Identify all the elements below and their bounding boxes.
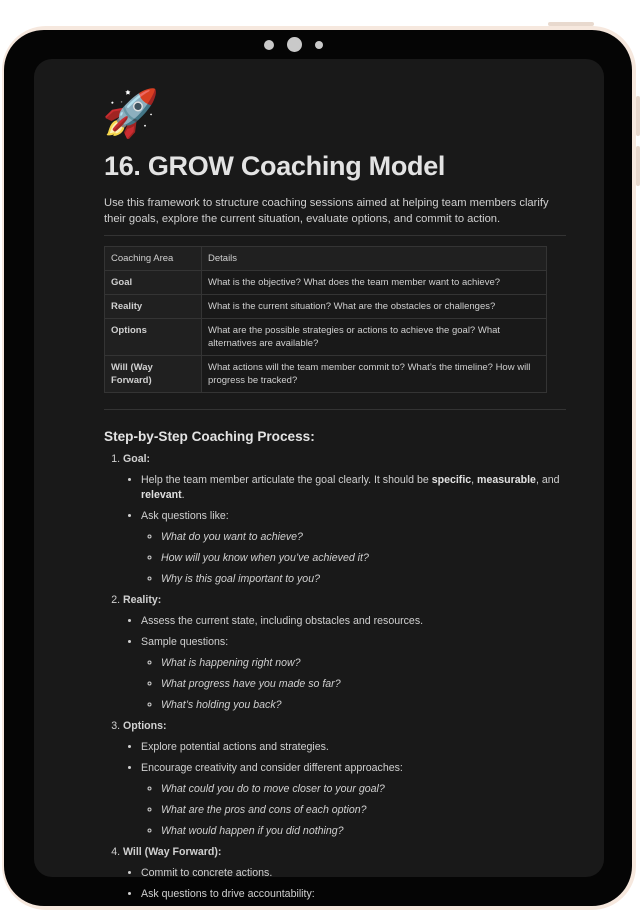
page-title: 16. GROW Coaching Model: [104, 151, 446, 181]
volume-button: [636, 96, 640, 136]
top-button: [548, 22, 594, 26]
question-item: ◦ What are the pros and cons of each option?: [161, 803, 566, 818]
text: Encourage creativity and consider different approaches:: [141, 762, 403, 774]
text: Help the team member articulate the goal clearly. It should be: [141, 474, 432, 486]
table-cell-area: Options: [105, 319, 202, 356]
bold-text: measurable: [477, 474, 536, 486]
page-content: [104, 85, 566, 908]
divider: [104, 235, 566, 236]
list-item: • Ask questions to drive accountability:: [141, 887, 566, 902]
question-list: [141, 530, 566, 587]
step-will: [123, 845, 566, 902]
list-item: [141, 635, 566, 713]
question-item: ◦ How will you know when you’ve achieved it?: [161, 551, 566, 566]
table-cell-details: What are the possible strategies or actions to achieve the goal? What alternatives are available?: [202, 319, 547, 356]
table-cell-area: Will (Way Forward): [105, 356, 202, 393]
bold-text: relevant: [141, 489, 182, 501]
table-row: [105, 319, 547, 356]
screen: [34, 59, 604, 900]
table-header-area: Coaching Area: [105, 247, 202, 271]
divider: [104, 409, 566, 410]
question-item: ◦ What could you do to move closer to your goal?: [161, 782, 566, 797]
table-cell-details: What is the objective? What does the team member want to achieve?: [202, 271, 547, 295]
step-goal: [123, 452, 566, 587]
step-label: Will (Way Forward):: [123, 846, 222, 858]
list-item: • Explore potential actions and strategies.: [141, 740, 566, 755]
rocket-icon[interactable]: 🚀: [102, 87, 160, 139]
text: , and: [535, 474, 560, 486]
table-cell-details: What actions will the team member commit to? What’s the timeline? How will progress be tracked?: [202, 356, 547, 393]
table-header-details: Details: [202, 247, 547, 271]
question-item: ◦ What progress have you made so far?: [161, 677, 566, 692]
step-label: Goal:: [123, 453, 151, 465]
bullet-list: [123, 740, 566, 839]
text: Ask questions like:: [141, 510, 229, 522]
camera-sensor-icon: [264, 40, 274, 50]
page-intro: Use this framework to structure coaching sessions aimed at helping team members clarify their goals, explore the current situation, evaluate options, and commit to action.: [104, 197, 549, 225]
list-item: [141, 473, 566, 503]
list-item: • Commit to concrete actions.: [141, 866, 566, 881]
table-header-row: [105, 247, 547, 271]
list-item: • Assess the current state, including obstacles and resources.: [141, 614, 566, 629]
process-steps: [104, 452, 566, 902]
table-cell-area: Goal: [105, 271, 202, 295]
camera-lens-icon: [287, 37, 302, 52]
list-item: [141, 761, 566, 839]
bullet-list: [123, 866, 566, 902]
question-item: ◦ What do you want to achieve?: [161, 530, 566, 545]
question-item: ◦ What is happening right now?: [161, 656, 566, 671]
question-list: [141, 656, 566, 713]
text: Sample questions:: [141, 636, 229, 648]
step-label: Options:: [123, 720, 167, 732]
volume-button: [636, 146, 640, 186]
step-reality: [123, 593, 566, 713]
table-row: [105, 271, 547, 295]
bullet-list: [123, 473, 566, 587]
question-item: ◦ What would happen if you did nothing?: [161, 824, 566, 839]
table-cell-area: Reality: [105, 295, 202, 319]
table-row: [105, 295, 547, 319]
step-options: [123, 719, 566, 839]
table-row: [105, 356, 547, 393]
bullet-list: [123, 614, 566, 713]
text: .: [181, 489, 185, 501]
text: ,: [471, 474, 478, 486]
table-cell-details: What is the current situation? What are the obstacles or challenges?: [202, 295, 547, 319]
bold-text: specific: [431, 474, 472, 486]
step-label: Reality:: [123, 594, 162, 606]
camera-sensor-icon: [315, 41, 323, 49]
list-item: [141, 509, 566, 587]
question-item: ◦ What’s holding you back?: [161, 698, 566, 713]
grow-table: [104, 246, 547, 393]
section-title: Step-by-Step Coaching Process:: [104, 429, 315, 444]
question-item: ◦ Why is this goal important to you?: [161, 572, 566, 587]
question-list: [141, 782, 566, 839]
